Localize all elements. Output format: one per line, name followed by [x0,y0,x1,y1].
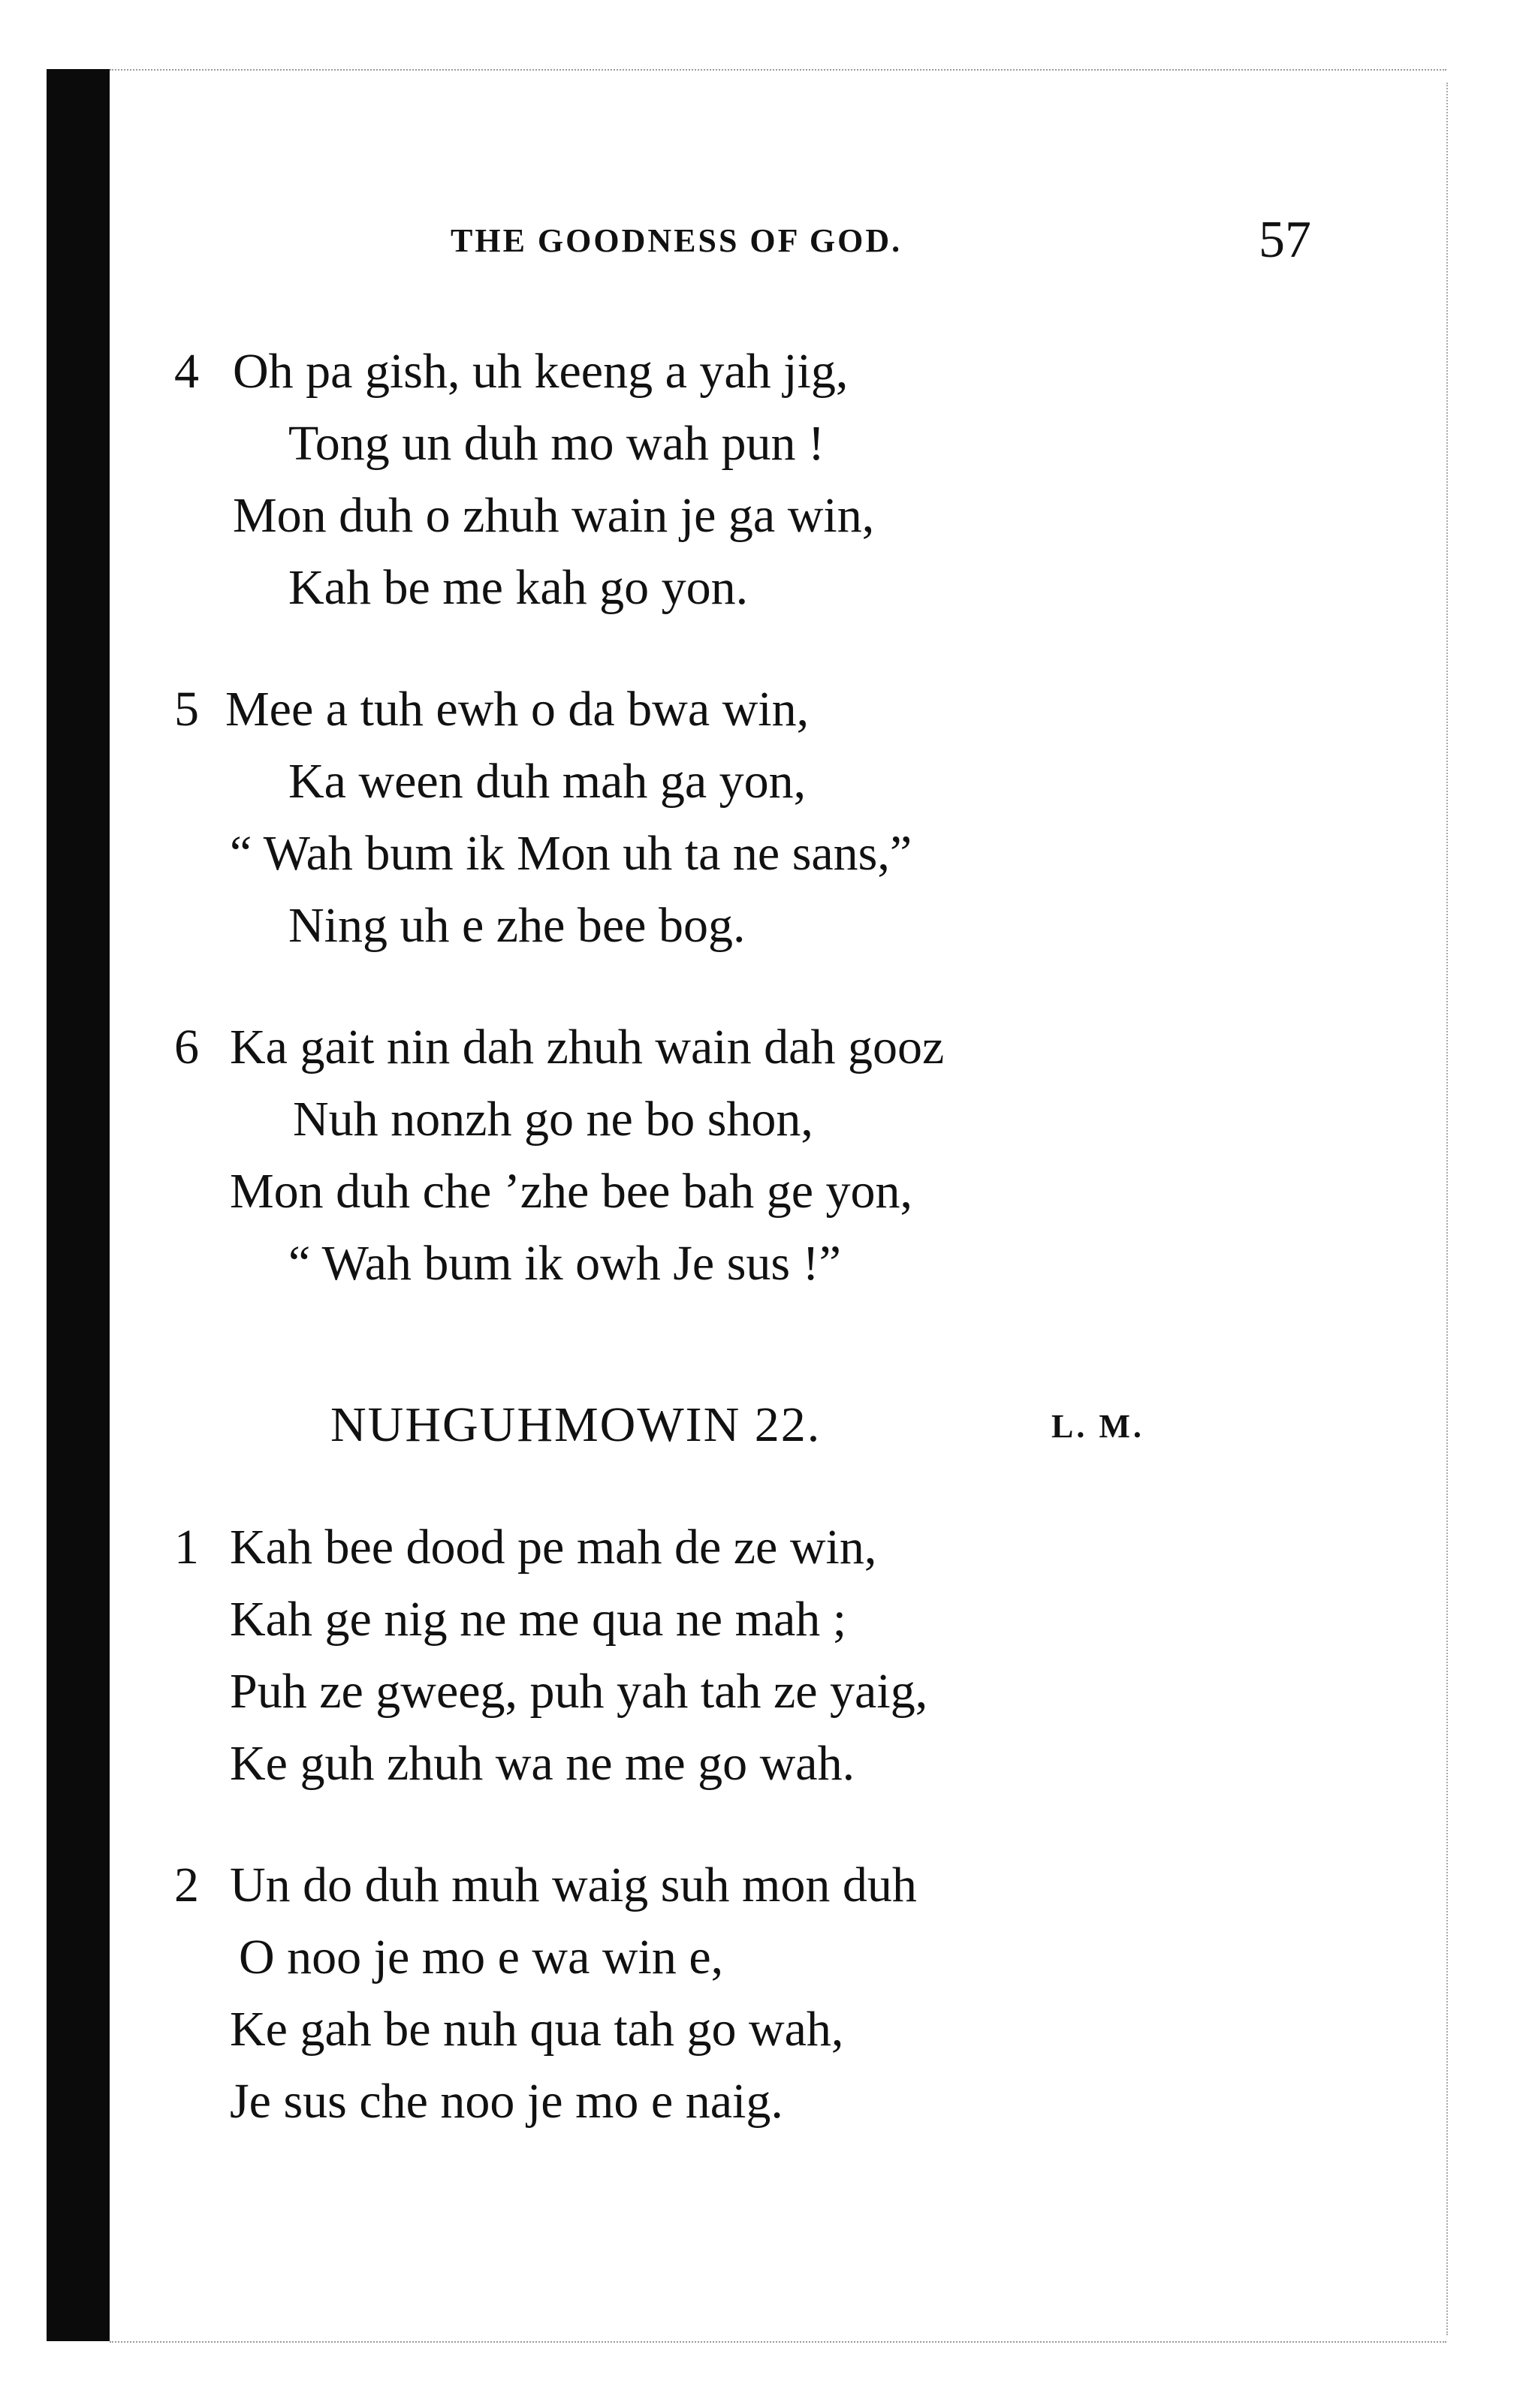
stanza-number: 6 [174,1020,199,1074]
verse-line: “ Wah bum ik Mon uh ta ne sans,” [230,826,912,881]
verse-line: Ke guh zhuh wa ne me go wah. [230,1736,855,1791]
stanza-number: 2 [174,1858,199,1912]
verse-line: Un do duh muh waig suh mon duh [230,1858,917,1912]
verse-line: Kah bee dood pe mah de ze win, [230,1520,877,1575]
verse-line: “ Wah bum ik owh Je sus !” [288,1236,841,1291]
verse-line: O noo je mo e wa win e, [239,1930,724,1985]
running-head: THE GOODNESS OF GOD. [451,222,903,259]
page-edge-top [110,69,1446,71]
binding-edge [47,69,110,2341]
stanza-number: 1 [174,1520,199,1575]
page-number: 57 [1259,211,1311,269]
verse-line: Mee a tuh ewh o da bwa win, [225,682,810,737]
verse-line: Ke gah be nuh qua tah go wah, [230,2002,844,2057]
stanza-number: 5 [174,682,199,737]
stanza-number: 4 [174,344,199,399]
verse-line: Ning uh e zhe bee bog. [288,898,746,953]
verse-line: Oh pa gish, uh keeng a yah jig, [233,344,849,399]
verse-line: Puh ze gweeg, puh yah tah ze yaig, [230,1664,928,1719]
verse-line: Tong un duh mo wah pun ! [288,416,825,471]
verse-line: Mon duh che ’zhe bee bah ge yon, [230,1164,913,1219]
verse-line: Nuh nonzh go ne bo shon, [293,1092,813,1147]
page-edge-bottom [110,2341,1446,2343]
verse-line: Kah ge nig ne me qua ne mah ; [230,1592,847,1647]
hymn-meter: L. M. [1051,1408,1144,1445]
verse-line: Ka ween duh mah ga yon, [288,754,807,809]
page-edge-right [1446,83,1448,2335]
verse-line: Mon duh o zhuh wain je ga win, [233,488,875,543]
hymn-title: NUHGUHMOWIN 22. [330,1397,822,1452]
hymn-heading [330,1397,1232,1457]
verse-line: Ka gait nin dah zhuh wain dah gooz [230,1020,945,1074]
verse-line: Kah be me kah go yon. [288,560,749,615]
verse-line: Je sus che noo je mo e naig. [230,2074,783,2129]
